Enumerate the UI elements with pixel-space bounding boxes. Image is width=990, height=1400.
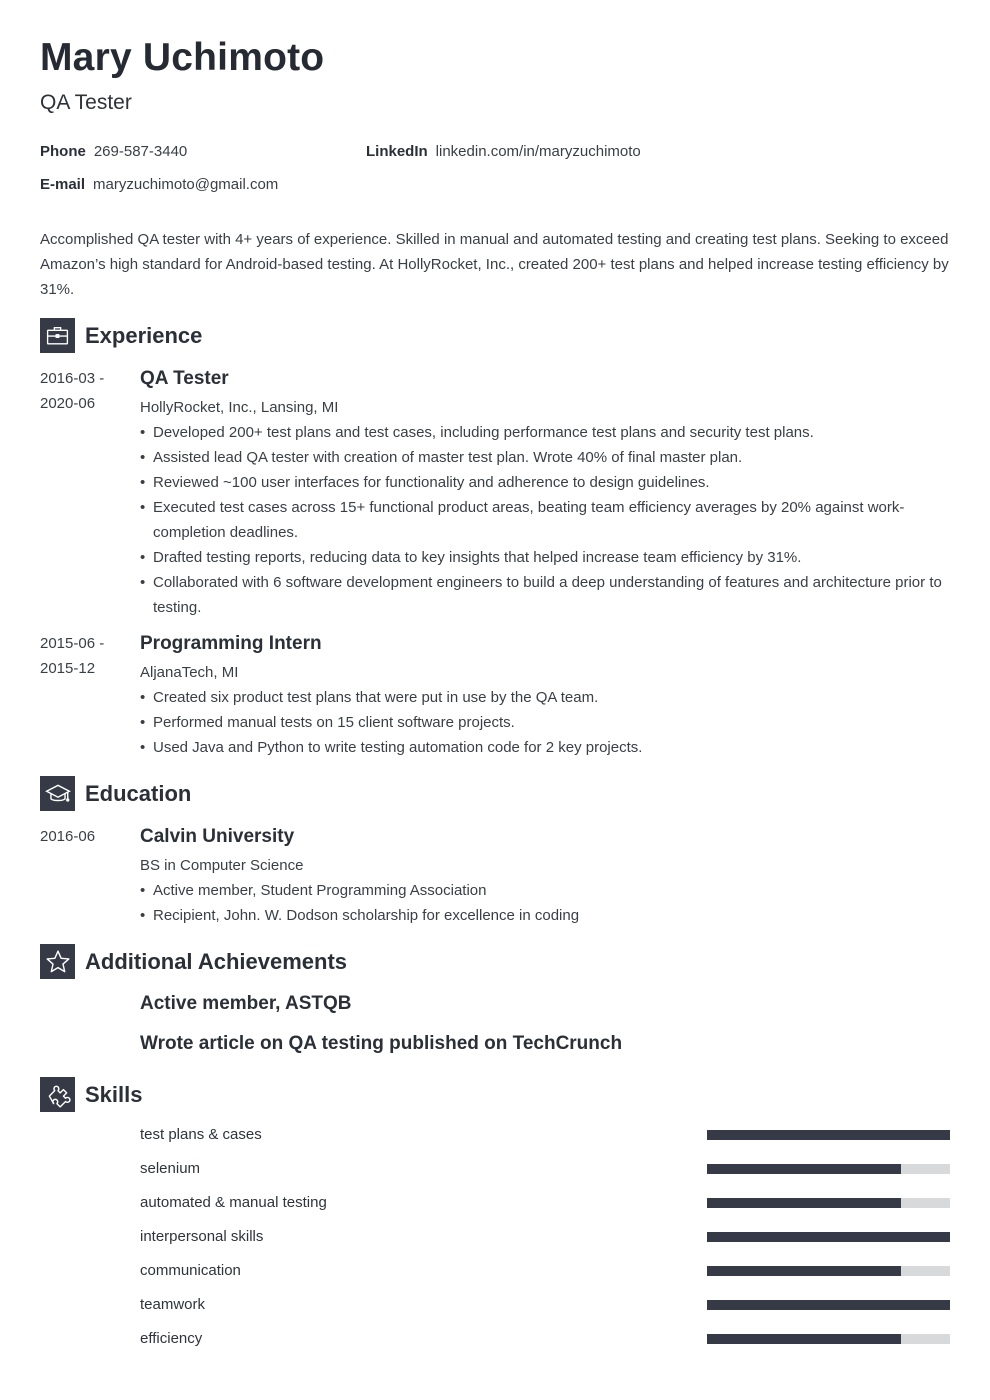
skill-row <box>140 1125 950 1145</box>
date-end: 2015-12 <box>40 660 96 677</box>
list-item: • Created six product test plans that were put in use by the QA team. <box>140 685 955 710</box>
degree: BS in Computer Science <box>140 857 304 874</box>
section-title-experience: Experience <box>85 322 203 348</box>
entry-date <box>40 366 130 416</box>
puzzle-piece-icon <box>40 1077 75 1112</box>
list-item: • Drafted testing reports, reducing data to key insights that helped increase team efficiency by 31%. <box>140 545 955 570</box>
date-start: 2016-03 - <box>40 370 105 387</box>
skill-name: selenium <box>140 1160 201 1177</box>
linkedin-label: LinkedIn <box>366 143 428 160</box>
skill-name: test plans & cases <box>140 1126 262 1143</box>
skill-row <box>140 1329 950 1349</box>
skill-level-fill <box>707 1300 950 1310</box>
education-bullets <box>140 878 955 928</box>
skill-name: efficiency <box>140 1330 203 1347</box>
experience-entry <box>40 631 955 760</box>
skill-row <box>140 1193 950 1213</box>
linkedin-value[interactable]: linkedin.com/in/maryzuchimoto <box>435 143 641 160</box>
contact-linkedin <box>366 143 641 160</box>
company: HollyRocket, Inc., Lansing, MI <box>140 399 339 416</box>
date-start: 2015-06 - <box>40 635 105 652</box>
skill-row <box>140 1227 950 1247</box>
entry-date: 2016-06 <box>40 828 96 845</box>
list-item: • Developed 200+ test plans and test cases, including performance test plans and security test plans. <box>140 420 955 445</box>
phone-value: 269-587-3440 <box>93 143 188 160</box>
list-item: • Performed manual tests on 15 client software projects. <box>140 710 955 735</box>
experience-entry <box>40 366 955 620</box>
briefcase-icon <box>40 318 75 353</box>
section-skills-header <box>40 1077 142 1112</box>
list-item: • Recipient, John. W. Dodson scholarship for excellence in coding <box>140 903 955 928</box>
entry-date <box>40 631 130 681</box>
skill-level-bar <box>707 1232 950 1242</box>
section-experience-header <box>40 318 202 353</box>
skill-row <box>140 1159 950 1179</box>
skill-name: automated & manual testing <box>140 1194 327 1211</box>
graduation-cap-icon <box>40 776 75 811</box>
job-title: Programming Intern <box>140 633 322 654</box>
candidate-title: QA Tester <box>40 91 132 114</box>
skill-level-fill <box>707 1164 901 1174</box>
skill-level-bar <box>707 1130 950 1140</box>
skill-level-fill <box>707 1198 901 1208</box>
company: AljanaTech, MI <box>140 664 239 681</box>
skill-level-bar <box>707 1300 950 1310</box>
skill-row <box>140 1261 950 1281</box>
skill-level-fill <box>707 1266 901 1276</box>
skill-level-bar <box>707 1334 950 1344</box>
job-bullets <box>140 420 955 620</box>
contact-email <box>40 176 278 193</box>
profile-summary: Accomplished QA tester with 4+ years of experience. Skilled in manual and automated testing and creating test plans. Seeking to exceed Amazon’s high standard for Android-based testing. At HollyRocket, Inc., created 200+ test plans and helped increase testing efficiency by 31%. <box>40 231 949 298</box>
job-bullets <box>140 685 955 760</box>
date-end: 2020-06 <box>40 395 96 412</box>
skill-level-bar <box>707 1198 950 1208</box>
skill-level-fill <box>707 1334 901 1344</box>
section-title-achievements: Additional Achievements <box>85 948 348 974</box>
section-title-education: Education <box>85 780 192 806</box>
contact-phone <box>40 143 187 160</box>
phone-label: Phone <box>40 143 86 160</box>
star-icon <box>40 944 75 979</box>
skill-name: interpersonal skills <box>140 1228 264 1245</box>
section-title-skills: Skills <box>85 1081 143 1107</box>
section-education-header <box>40 776 191 811</box>
skill-level-fill <box>707 1232 950 1242</box>
skill-name: communication <box>140 1262 241 1279</box>
skill-level-bar <box>707 1266 950 1276</box>
school-name: Calvin University <box>140 826 295 847</box>
list-item: • Used Java and Python to write testing automation code for 2 key projects. <box>140 735 955 760</box>
skill-row <box>140 1295 950 1315</box>
list-item: • Reviewed ~100 user interfaces for functionality and adherence to design guidelines. <box>140 470 955 495</box>
skill-name: teamwork <box>140 1296 206 1313</box>
email-label: E-mail <box>40 176 86 193</box>
list-item: • Assisted lead QA tester with creation of master test plan. Wrote 40% of final master plan. <box>140 445 955 470</box>
list-item: • Executed test cases across 15+ functional product areas, beating team efficiency averages by 20% against work-completion deadlines. <box>140 495 955 545</box>
list-item: • Active member, Student Programming Association <box>140 878 955 903</box>
email-value[interactable]: maryzuchimoto@gmail.com <box>93 176 279 193</box>
skill-level-bar <box>707 1164 950 1174</box>
achievement-item: Active member, ASTQB <box>140 993 352 1014</box>
skill-level-fill <box>707 1130 950 1140</box>
job-title: QA Tester <box>140 368 229 389</box>
education-entry <box>40 824 955 928</box>
list-item: • Collaborated with 6 software development engineers to build a deep understanding of features and architecture prior to testing. <box>140 570 955 620</box>
section-achievements-header <box>40 944 347 979</box>
achievement-item: Wrote article on QA testing published on TechCrunch <box>140 1033 623 1054</box>
candidate-name: Mary Uchimoto <box>40 36 325 79</box>
